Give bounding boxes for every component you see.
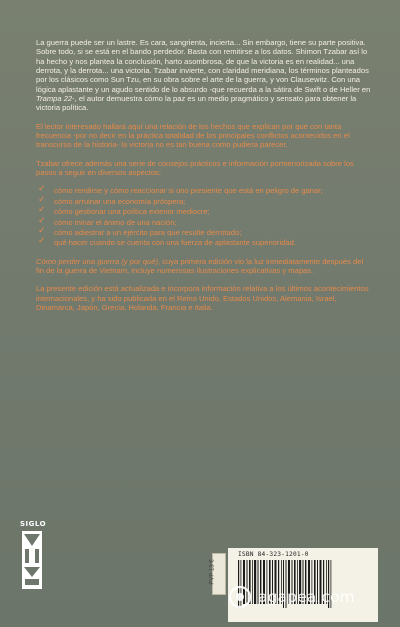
list-item xyxy=(36,207,372,216)
blurb-paragraph-5: La presente edición está actualizada e incorpora información relativa a los últimos acontecimientos internacionales, y ha sido publicada en el Reino Unido, Estados Unidos, Alemania, Israel, Dinamarca, Japón, Grecia, Holanda, Francia e Italia. xyxy=(36,284,369,312)
blurb-p1-end: -, el autor demuestra cómo la paz es un medio pragmático y sensato para obtener la victoria política. xyxy=(36,94,357,113)
blurb-paragraph-2: El lector interesado hallará aquí una relación de los hechos que explican por qué con tanta frecuencia -por no decir en la práctica totalidad de los principales conflictos acontecidos en el transcurso de la historia- la victoria no es tan buena como pudiera parecer. xyxy=(36,121,350,150)
blurb-p1-text: La guerra puede ser un lastre. Es cara, sangrienta, incierta... Sin embargo, tiene su parte positiva. Sobre todo, si se está en el bando perdedor. Basta con remitirse a los datos. Shimon Tzabar así lo ha hecho y nos plantea la conclusión, harto asombrosa, de que la victoria es en realidad... una derrota, y la derrota... una victoria. Tzabar invierte, con claridad meridiana, los términos planteados por los clásicos como Sun Tzu, en su obra sobre el arte de la guerra, y von Clausewitz. Con una lógica aplastante y un agudo sentido de lo absurdo -que recuerda a la sátira de Swift o de Heller en xyxy=(36,38,371,94)
list-item xyxy=(36,186,372,195)
blurb-text xyxy=(36,38,372,321)
check-mark-icon: ✓ xyxy=(38,205,46,216)
watermark-text: agapea.com xyxy=(258,588,355,606)
check-mark-icon: ✓ xyxy=(38,225,46,236)
blurb-p1-title: Trampa 22 xyxy=(36,94,73,104)
blurb-p4-text: , cuya primera edición vio la luz inmediatamente después del fin de la guerra de Vietnam, incluye numerosas ilustraciones explicativas y mapas. xyxy=(36,256,364,275)
publisher-logo xyxy=(20,520,47,592)
agapea-logo-icon xyxy=(228,585,252,609)
list-item-text: cómo arruinar una economía próspera; xyxy=(54,196,186,206)
check-mark-icon: ✓ xyxy=(38,215,46,226)
price-label: PVP 13 € xyxy=(209,559,216,585)
isbn-label: ISBN 84-323-1201-0 xyxy=(238,551,309,558)
list-item-text: cómo gestionar una política exterior mediocre; xyxy=(54,207,210,217)
list-item-text: cómo rendirse y cómo reaccionar si uno presiente que está en peligro de ganar; xyxy=(54,186,323,196)
check-mark-icon: ✓ xyxy=(38,236,46,247)
list-item xyxy=(36,238,372,247)
check-mark-icon: ✓ xyxy=(38,194,46,205)
book-title: Cómo perder una guerra (y por qué) xyxy=(36,256,158,266)
check-mark-icon: ✓ xyxy=(38,184,46,195)
publisher-name: SIGLO xyxy=(20,520,47,528)
blurb-paragraph-3: Tzabar ofrece además una serie de consejos prácticos e información pormenorizada sobre los pasos a seguir en diversos aspectos: xyxy=(36,158,354,178)
list-item-text: qué hacer cuando se cuenta con una fuerza de aplastante superioridad. xyxy=(54,238,296,248)
blurb-paragraph-1 xyxy=(36,38,372,113)
watermark xyxy=(228,577,393,617)
publisher-emblem-icon xyxy=(20,531,44,589)
list-item xyxy=(36,215,372,227)
price-sticker xyxy=(209,553,226,595)
list-item-text: cómo minar el ánimo de una nación; xyxy=(54,217,177,227)
advice-list xyxy=(36,186,372,247)
list-item-text: cómo adiestrar a un ejército para que resulte derrotado; xyxy=(54,227,242,237)
list-item xyxy=(36,225,372,237)
blurb-paragraph-4 xyxy=(36,257,372,276)
list-item xyxy=(36,194,372,206)
